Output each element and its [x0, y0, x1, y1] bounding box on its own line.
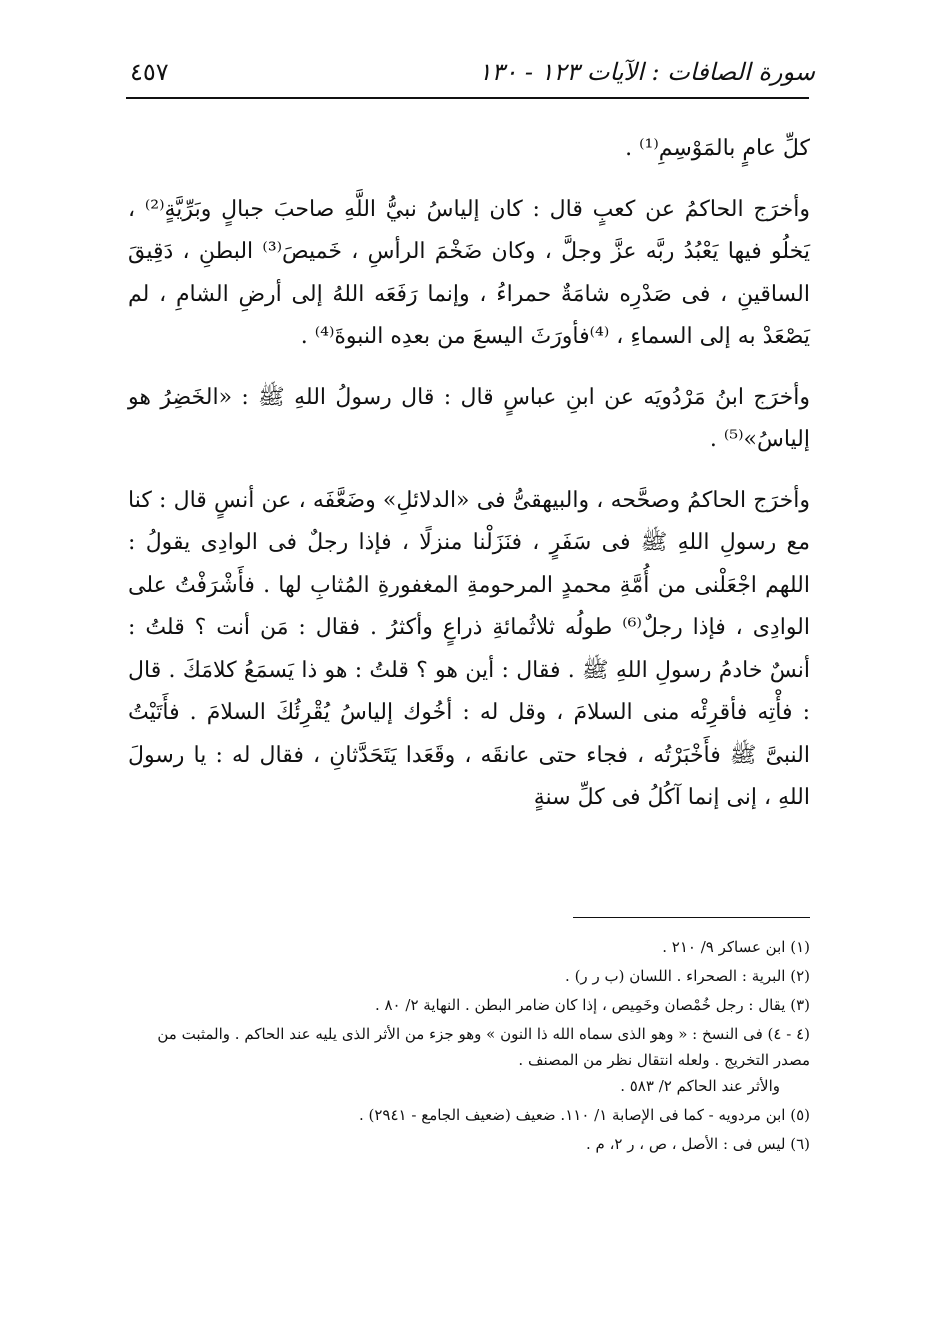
footnote: (٤ - ٤) فى النسخ : « وهو الذى سماه الله ذا النون » وهو جزء من الأثر الذى يليه عند الحاكم . والمثبت من مصدر التخريج . ولعله انتقال نظر من المصنف . [157, 1025, 810, 1069]
running-title: سورة الصافات : الآيات ١٢٣ - ١٣٠ [478, 58, 815, 86]
footnote: (٥) ابن مردويه - كما فى الإصابة ١/ ١١٠. ضعيف (ضعيف الجامع - ٢٩٤١) . [358, 1106, 810, 1124]
page-number: ٤٥٧ [130, 58, 169, 86]
footnote-continuation: والأثر عند الحاكم ٢/ ٥٨٣ . [620, 1077, 780, 1095]
paragraph: وأخرَج الحاكمُ عن كعبٍ قال : كان إلياسُ نبيُّ اللَّهِ صاحبَ جبالٍ وبَرِّيَّةٍ⁽²⁾ ، يَخلُو فيها يَعْبُدُ ربَّه عزَّ وجلَّ ، وكان ضَخْمَ الرأسِ ، خَميصَ⁽³⁾ البطنِ ، دَقِيقَ الساقينِ ، فى صَدْرِه شامَةٌ حمراءُ ، وإنما رَفَعَه اللهُ إلى أرضِ الشامِ ، لم يَصْعَدْ به إلى السماءِ ، ⁽⁴⁾فأورَثَ اليسعَ من بعدِه النبوةَ⁽⁴⁾ . [128, 196, 811, 349]
paragraph: وأخرَج الحاكمُ وصحَّحه ، والبيهقىُّ فى «الدلائلِ» وضَعَّفَه ، عن أنسٍ قال : كنا مع رسولِ اللهِ ﷺ فى سَفَرٍ ، فنَزَلْنا منزلًا ، فإذا رجلٌ فى الوادِى يقولُ : اللهم اجْعَلْنى من أُمَّةِ محمدٍ المرحومةِ المغفورةِ المُثابِ لها . فأَشْرَفْتُ على الوادِى ، فإذا رجلٌ⁽⁶⁾ طولُه ثلاثُمائةِ ذراعٍ وأكثرُ . فقال : مَن أنت ؟ قلتُ : أنسٌ خادمُ رسولِ اللهِ ﷺ . فقال : أين هو ؟ قلتُ : هو ذا يَسمَعُ كلامَكَ . قال : فأْتِه فأقرِئْه منى السلامَ ، وقل له : أخُوك إلياسُ يُقْرِئُكَ السلامَ . فأَتَيْتُ النبىَّ ﷺ فأَخْبَرْتُه ، فجاء حتى عانقَه ، وقَعَدا يَتَحَدَّثانِ ، فقال له : يا رسولَ اللهِ ، إنى إنما آكُلُ فى كلِّ سنةٍ [128, 487, 811, 810]
main-text [128, 128, 810, 820]
header-rule [126, 97, 809, 99]
paragraph: وأخرَج ابنُ مَرْدُويَه عن ابنِ عباسٍ قال : قال رسولُ اللهِ ﷺ : «الخَضِرُ هو إلياسُ»⁽⁵⁾ . [128, 384, 810, 452]
footnote-separator [573, 917, 810, 918]
page-header [130, 52, 815, 96]
footnote: (١) ابن عساكر ٩/ ٢١٠ . [662, 938, 810, 956]
footnote: (٢) البرية : الصحراء . اللسان (ب ر ر) . [565, 967, 810, 985]
footnote: (٣) يقال : رجل خُمْصان وخَمِيص ، إذا كان ضامر البطن . النهاية ٢/ ٨٠ . [374, 996, 810, 1014]
footnotes [128, 934, 810, 1160]
footnote: (٦) ليس فى : الأصل ، ص ، ر ٢، م . [585, 1135, 810, 1153]
paragraph: كلِّ عامٍ بالمَوْسِمِ⁽¹⁾ . [625, 136, 810, 161]
